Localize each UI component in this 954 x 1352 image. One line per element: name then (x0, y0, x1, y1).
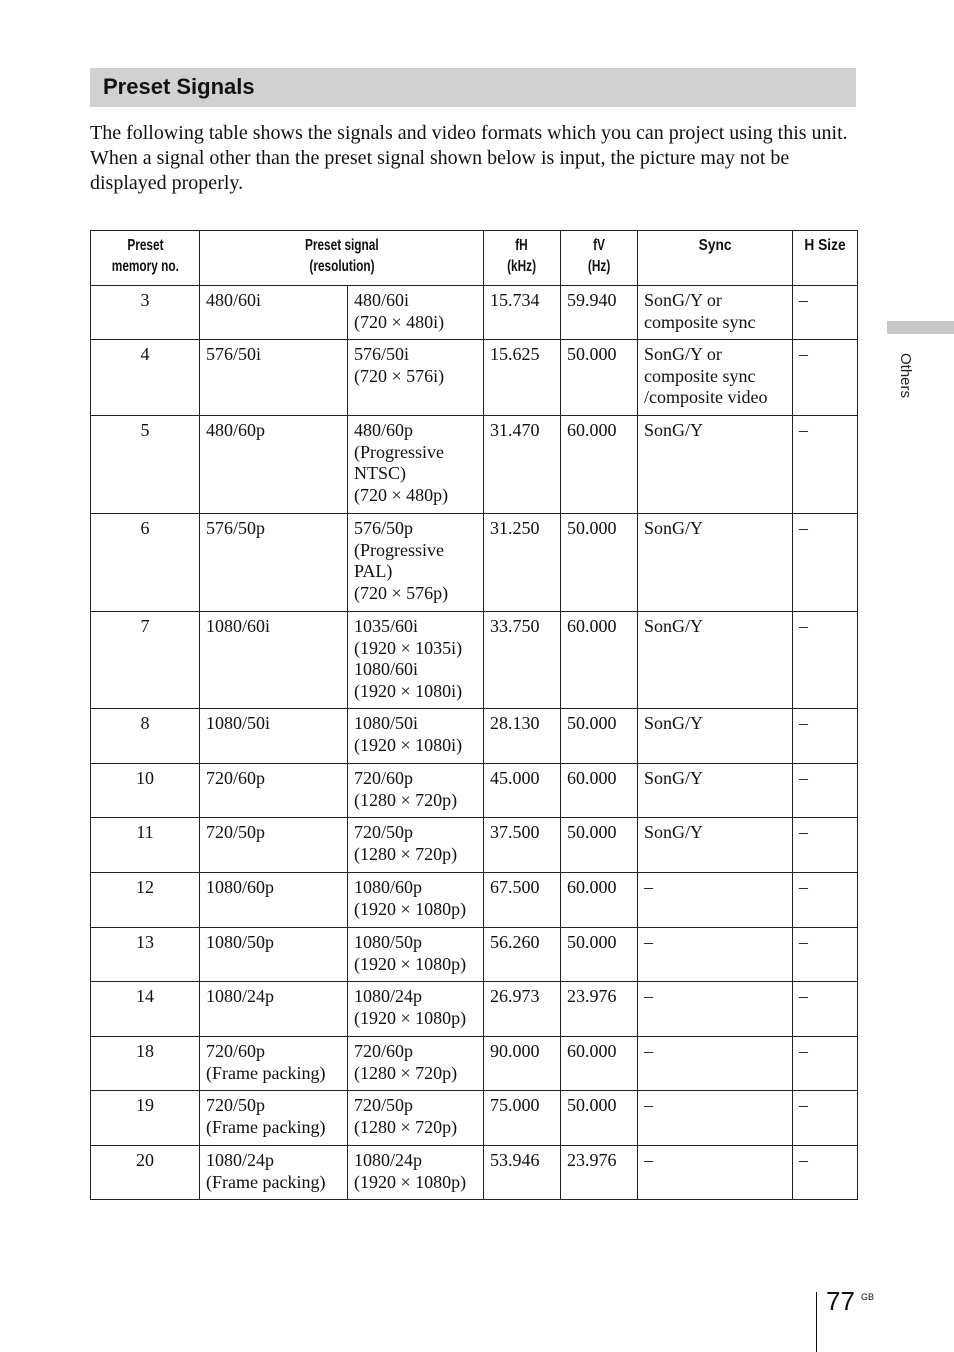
cell-sync (638, 1146, 793, 1200)
cell-line: 1080/24p (206, 986, 275, 1006)
cell-h-size: – (793, 612, 858, 709)
intro-paragraph: The following table shows the signals and video formats which you can project using this unit. (90, 122, 848, 144)
table-row (91, 286, 858, 340)
cell-fv: 60.000 (561, 764, 638, 818)
cell-signal-name (200, 982, 348, 1037)
cell-signal-resolution (348, 340, 484, 416)
side-tab-label: Others (897, 353, 914, 399)
cell-line: (1920 × 1080i) (354, 734, 463, 755)
cell-line: 1080/24p (206, 1150, 275, 1170)
cell-fh: 53.946 (484, 1146, 561, 1200)
cell-line: 1080/60i (206, 616, 271, 636)
cell-signal-resolution (348, 286, 484, 340)
cell-sync (638, 818, 793, 873)
cell-sync (638, 416, 793, 514)
cell-line: (720 × 480i) (354, 311, 445, 332)
cell-signal-resolution (348, 709, 484, 764)
cell-line: 1080/60i (354, 659, 419, 679)
page-divider (816, 1292, 817, 1352)
cell-signal-resolution (348, 1037, 484, 1091)
cell-memory-no: 3 (91, 286, 200, 340)
cell-line: (720 × 480p) (354, 484, 449, 505)
cell-memory-no: 19 (91, 1091, 200, 1146)
cell-line: (1280 × 720p) (354, 1116, 458, 1137)
cell-line: SonG/Y or (644, 290, 722, 310)
cell-line: 576/50i (206, 344, 262, 364)
cell-line: 720/60p (354, 768, 414, 788)
table-row (91, 612, 858, 709)
cell-line: (1920 × 1080p) (354, 898, 467, 919)
cell-sync (638, 286, 793, 340)
cell-memory-no: 14 (91, 982, 200, 1037)
cell-signal-resolution (348, 612, 484, 709)
cell-fv: 59.940 (561, 286, 638, 340)
section-header (90, 68, 856, 107)
cell-memory-no: 6 (91, 514, 200, 612)
cell-line: /composite video (644, 387, 768, 407)
cell-line: 720/60p (354, 1041, 414, 1061)
cell-line: – (644, 1150, 654, 1170)
cell-line: 1080/24p (354, 986, 423, 1006)
table-row (91, 340, 858, 416)
cell-fv: 60.000 (561, 873, 638, 928)
cell-line: SonG/Y (644, 518, 704, 538)
cell-line: 1080/24p (354, 1150, 423, 1170)
table-row (91, 873, 858, 928)
cell-line: 720/60p (206, 768, 266, 788)
cell-signal-resolution (348, 416, 484, 514)
cell-h-size: – (793, 1091, 858, 1146)
cell-line: 1080/50i (354, 713, 419, 733)
cell-memory-no: 10 (91, 764, 200, 818)
cell-line: composite sync (644, 365, 756, 386)
cell-line: (1920 × 1080p) (354, 953, 467, 974)
cell-line: (1920 × 1080i) (354, 680, 463, 701)
cell-fh: 75.000 (484, 1091, 561, 1146)
cell-line: (Frame packing) (206, 1171, 326, 1192)
table-row (91, 1037, 858, 1091)
cell-signal-name (200, 1146, 348, 1200)
cell-line: 720/50p (206, 822, 266, 842)
cell-h-size: – (793, 873, 858, 928)
cell-signal-name (200, 340, 348, 416)
header-sync: Sync (638, 231, 793, 286)
intro-text (90, 121, 860, 196)
cell-fv: 50.000 (561, 340, 638, 416)
cell-memory-no: 8 (91, 709, 200, 764)
cell-line: 720/50p (354, 822, 414, 842)
cell-h-size: – (793, 928, 858, 982)
cell-signal-name (200, 1091, 348, 1146)
cell-line: composite sync (644, 311, 756, 332)
cell-sync (638, 1091, 793, 1146)
cell-h-size: – (793, 764, 858, 818)
cell-signal-resolution (348, 1091, 484, 1146)
cell-sync (638, 612, 793, 709)
table-row (91, 982, 858, 1037)
cell-sync (638, 514, 793, 612)
cell-signal-resolution (348, 982, 484, 1037)
cell-fh: 90.000 (484, 1037, 561, 1091)
table-row (91, 514, 858, 612)
cell-line: (720 × 576p) (354, 582, 449, 603)
cell-line: 1080/50p (206, 932, 275, 952)
cell-fv: 23.976 (561, 1146, 638, 1200)
cell-fv: 50.000 (561, 514, 638, 612)
cell-h-size: – (793, 1037, 858, 1091)
preset-signals-table (90, 230, 858, 1200)
cell-signal-resolution (348, 514, 484, 612)
cell-line: – (644, 1095, 654, 1115)
cell-line: PAL) (354, 561, 393, 581)
cell-signal-name (200, 928, 348, 982)
cell-h-size: – (793, 709, 858, 764)
header-preset-signal: Preset signal (resolution) (200, 231, 484, 286)
header-memory-no: Preset memory no. (91, 231, 200, 286)
cell-memory-no: 13 (91, 928, 200, 982)
cell-h-size: – (793, 818, 858, 873)
cell-fh: 37.500 (484, 818, 561, 873)
cell-line: 480/60p (206, 420, 266, 440)
cell-line: (Progressive (354, 539, 444, 560)
table-header-row (91, 231, 858, 286)
cell-fv: 60.000 (561, 1037, 638, 1091)
cell-line: (1280 × 720p) (354, 843, 458, 864)
cell-line: 1035/60i (354, 616, 419, 636)
cell-h-size: – (793, 514, 858, 612)
cell-signal-resolution (348, 1146, 484, 1200)
cell-signal-name (200, 416, 348, 514)
cell-sync (638, 709, 793, 764)
cell-line: (1920 × 1080p) (354, 1171, 467, 1192)
table-row (91, 1091, 858, 1146)
cell-sync (638, 1037, 793, 1091)
cell-fh: 67.500 (484, 873, 561, 928)
cell-sync (638, 764, 793, 818)
cell-fv: 50.000 (561, 1091, 638, 1146)
cell-signal-name (200, 818, 348, 873)
header-h-size: H Size (793, 231, 858, 286)
table-row (91, 764, 858, 818)
cell-line: 1080/60p (354, 877, 423, 897)
cell-memory-no: 7 (91, 612, 200, 709)
cell-signal-name (200, 514, 348, 612)
cell-fh: 31.470 (484, 416, 561, 514)
cell-signal-resolution (348, 764, 484, 818)
cell-signal-name (200, 709, 348, 764)
cell-line: SonG/Y (644, 616, 704, 636)
cell-line: – (644, 986, 654, 1006)
cell-signal-name (200, 764, 348, 818)
cell-fv: 60.000 (561, 416, 638, 514)
cell-line: 576/50i (354, 344, 410, 364)
cell-line: 1080/60p (206, 877, 275, 897)
cell-memory-no: 20 (91, 1146, 200, 1200)
cell-line: – (644, 877, 654, 897)
cell-fh: 15.625 (484, 340, 561, 416)
cell-h-size: – (793, 1146, 858, 1200)
cell-fv: 50.000 (561, 709, 638, 764)
header-fh: fH (kHz) (484, 231, 561, 286)
cell-line: SonG/Y or (644, 344, 722, 364)
cell-signal-resolution (348, 873, 484, 928)
cell-line: 480/60i (206, 290, 262, 310)
cell-line: (Frame packing) (206, 1116, 326, 1137)
cell-line: (Progressive (354, 441, 444, 462)
cell-line: (1280 × 720p) (354, 1062, 458, 1083)
cell-line: (1280 × 720p) (354, 789, 458, 810)
cell-fh: 33.750 (484, 612, 561, 709)
cell-line: 576/50p (206, 518, 266, 538)
cell-line: (Frame packing) (206, 1062, 326, 1083)
cell-line: – (644, 1041, 654, 1061)
cell-line: 480/60p (354, 420, 414, 440)
cell-sync (638, 873, 793, 928)
cell-sync (638, 340, 793, 416)
cell-h-size: – (793, 982, 858, 1037)
cell-h-size: – (793, 286, 858, 340)
cell-line: NTSC) (354, 463, 407, 483)
cell-sync (638, 928, 793, 982)
table-row (91, 818, 858, 873)
table-row (91, 1146, 858, 1200)
page-number: 77 (826, 1286, 855, 1316)
section-title: Preset Signals (103, 74, 255, 99)
cell-sync (638, 982, 793, 1037)
header-fv: fV (Hz) (561, 231, 638, 286)
cell-line: 480/60i (354, 290, 410, 310)
table-row (91, 416, 858, 514)
table-row (91, 928, 858, 982)
cell-fv: 60.000 (561, 612, 638, 709)
cell-fh: 15.734 (484, 286, 561, 340)
cell-line: 1080/50i (206, 713, 271, 733)
page-region-code: GB (861, 1292, 875, 1302)
cell-h-size: – (793, 340, 858, 416)
cell-h-size: – (793, 416, 858, 514)
cell-line: 720/50p (206, 1095, 266, 1115)
cell-memory-no: 12 (91, 873, 200, 928)
cell-line: 720/60p (206, 1041, 266, 1061)
cell-memory-no: 5 (91, 416, 200, 514)
cell-signal-name (200, 612, 348, 709)
cell-line: SonG/Y (644, 420, 704, 440)
side-tab-marker (887, 321, 954, 334)
cell-fv: 50.000 (561, 928, 638, 982)
cell-fh: 26.973 (484, 982, 561, 1037)
cell-line: SonG/Y (644, 822, 704, 842)
cell-memory-no: 4 (91, 340, 200, 416)
cell-signal-name (200, 286, 348, 340)
cell-memory-no: 11 (91, 818, 200, 873)
cell-line: (720 × 576i) (354, 365, 445, 386)
cell-memory-no: 18 (91, 1037, 200, 1091)
cell-line: 720/50p (354, 1095, 414, 1115)
cell-line: 1080/50p (354, 932, 423, 952)
cell-fh: 31.250 (484, 514, 561, 612)
cell-line: SonG/Y (644, 713, 704, 733)
cell-signal-resolution (348, 928, 484, 982)
cell-signal-name (200, 873, 348, 928)
cell-fh: 28.130 (484, 709, 561, 764)
cell-fh: 56.260 (484, 928, 561, 982)
cell-line: – (644, 932, 654, 952)
table-body (91, 286, 858, 1200)
cell-fh: 45.000 (484, 764, 561, 818)
cell-line: SonG/Y (644, 768, 704, 788)
cell-line: (1920 × 1080p) (354, 1007, 467, 1028)
cell-fv: 50.000 (561, 818, 638, 873)
cell-line: 576/50p (354, 518, 414, 538)
cell-signal-name (200, 1037, 348, 1091)
cell-fv: 23.976 (561, 982, 638, 1037)
intro-paragraph: When a signal other than the preset signal shown below is input, the picture may not be displayed properly. (90, 147, 790, 194)
table-row (91, 709, 858, 764)
cell-signal-resolution (348, 818, 484, 873)
cell-line: (1920 × 1035i) (354, 637, 463, 658)
